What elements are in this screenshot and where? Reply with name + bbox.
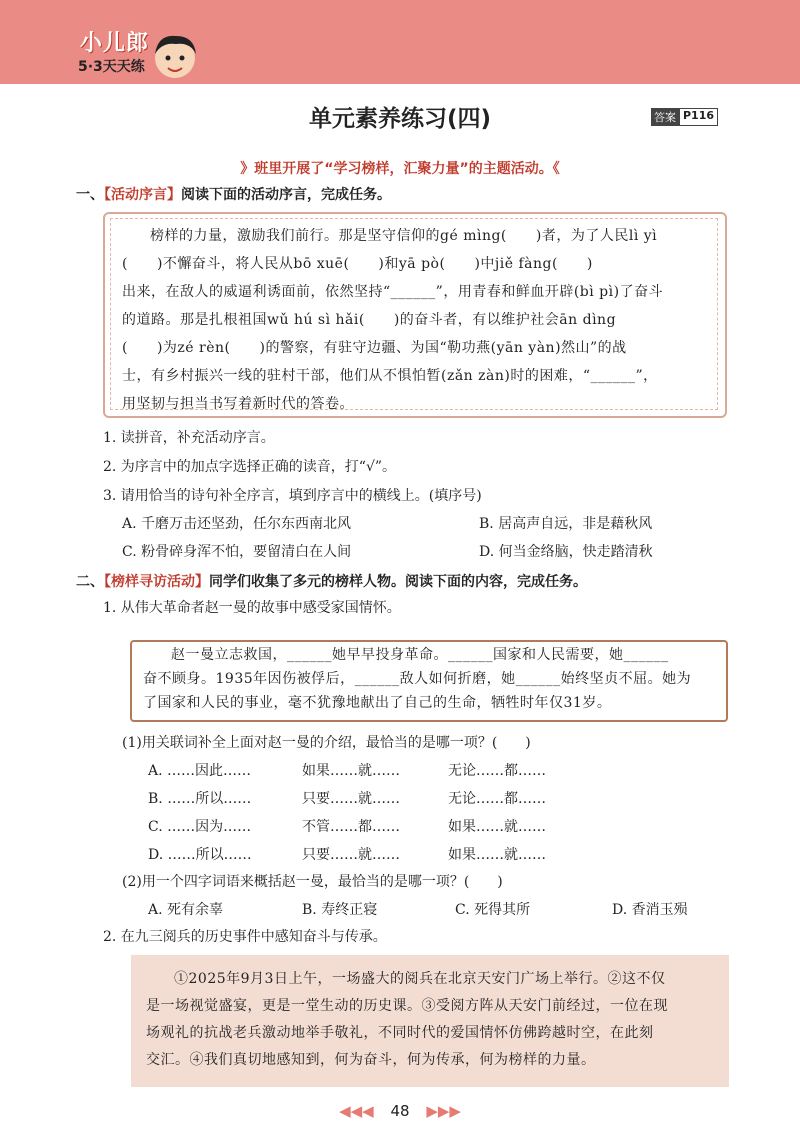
choice-c-col1: C. ……因为…… — [148, 819, 252, 835]
prev-arrows-icon: ◀◀◀ — [339, 1102, 374, 1120]
brand-logo: 小儿郎 — [80, 31, 150, 56]
sub2-option-b: B. 寿终正寝 — [302, 902, 378, 918]
subquestion-1: (1)用关联词补全上面对赵一曼的介绍，最恰当的是哪一项？( ) — [122, 735, 531, 751]
section2-heading — [76, 571, 587, 591]
section1-heading — [76, 184, 391, 204]
next-arrows-icon: ▶▶▶ — [426, 1102, 461, 1120]
page-footer — [0, 1102, 800, 1120]
passage1-line: 榜样的力量，激励我们前行。那是坚守信仰的gé mìng( )者，为了人民lì yì — [150, 228, 658, 244]
section2-number: 二、 — [76, 574, 104, 590]
option-c: C. 粉骨碎身浑不怕，要留清白在人间 — [122, 544, 352, 560]
question-2-1: 1. 从伟大革命者赵一曼的故事中感受家国情怀。 — [103, 600, 401, 616]
section1-tag: 【活动序言】 — [104, 187, 181, 203]
choice-c-col3: 如果……就…… — [448, 819, 546, 835]
passage2 — [143, 643, 691, 715]
section2-instruction: 同学们收集了多元的榜样人物。阅读下面的内容，完成任务。 — [209, 574, 587, 590]
page-title: 单元素养练习(四) — [308, 106, 492, 132]
passage3-line: ①2025年9月3日上午，一场盛大的阅兵在北京天安门广场上举行。②这不仅 — [174, 971, 666, 987]
choice-d-col3: 如果……就…… — [448, 847, 546, 863]
option-b: B. 居高声自远，非是藉秋风 — [479, 516, 653, 532]
page-number: 48 — [390, 1102, 410, 1120]
answer-page: P116 — [679, 108, 718, 126]
choice-b-col1: B. ……所以…… — [148, 791, 252, 807]
section2-tag: 【榜样寻访活动】 — [104, 574, 209, 590]
mascot-icon — [146, 28, 204, 86]
passage3-line: 场观礼的抗战老兵激动地举手敬礼，不同时代的爱国情怀仿佛跨越时空，在此刻 — [146, 1025, 654, 1041]
sub2-option-c: C. 死得其所 — [455, 902, 531, 918]
choice-b-col3: 无论……都…… — [448, 791, 546, 807]
passage2-line: 了国家和人民的事业，毫不犹豫地献出了自己的生命，牺牲时年仅31岁。 — [143, 695, 612, 711]
choice-a-col2: 如果……就…… — [302, 763, 400, 779]
section1-instruction: 阅读下面的活动序言，完成任务。 — [181, 187, 391, 203]
section1-number: 一、 — [76, 187, 104, 203]
answer-label: 答案 — [651, 108, 679, 126]
choice-c-col2: 不管……都…… — [302, 819, 400, 835]
passage1 — [122, 222, 663, 418]
passage3-line: 是一场视觉盛宴，更是一堂生动的历史课。③受阅方阵从天安门前经过，一位在现 — [146, 998, 668, 1014]
passage2-line: 奋不顾身。1935年因伤被俘后，______敌人如何折磨，她______始终坚贞不屈。她为 — [143, 671, 692, 687]
passage1-line: ( )不懈奋斗，将人民从bō xuē( )和yā pò( )中jiě fàng( ) — [122, 256, 593, 272]
subquestion-2: (2)用一个四字词语来概括赵一曼，最恰当的是哪一项？( ) — [122, 874, 503, 890]
theme-banner: 》班里开展了“学习榜样，汇聚力量”的主题活动。《 — [240, 161, 560, 177]
sub2-option-d: D. 香消玉殒 — [612, 902, 688, 918]
choice-a-col3: 无论……都…… — [448, 763, 546, 779]
passage1-line: 用坚韧与担当书写着新时代的答卷。 — [122, 396, 354, 412]
passage1-line: 出来，在敌人的威逼利诱面前，依然坚持“______”，用青春和鲜血开辟(bì pì)了奋斗 — [122, 284, 664, 300]
passage1-line: 士，有乡村振兴一线的驻村干部，他们从不惧怕暂(zǎn zàn)时的困难，“______”， — [122, 368, 658, 384]
sub2-option-a: A. 死有余辜 — [148, 902, 224, 918]
answer-badge — [651, 108, 718, 126]
brand-subtitle: 5·3天天练 — [78, 59, 145, 75]
choice-b-col2: 只要……就…… — [302, 791, 400, 807]
passage1-line: 的道路。那是扎根祖国wǔ hú sì hǎi( )的奋斗者，有以维护社会ān dìng — [122, 312, 617, 328]
passage2-line: 赵一曼立志救国，______她早早投身革命。______国家和人民需要，她______ — [171, 647, 669, 663]
choice-a-col1: A. ……因此…… — [148, 763, 252, 779]
passage3-line: 交汇。④我们真切地感知到，何为奋斗，何为传承，何为榜样的力量。 — [146, 1052, 596, 1068]
option-d: D. 何当金络脑，快走踏清秋 — [479, 544, 653, 560]
question-2-2: 2. 在九三阅兵的历史事件中感知奋斗与传承。 — [103, 929, 387, 945]
passage1-line: ( )为zé rèn( )的警察，有驻守边疆、为国“勒功燕(yān yàn)然山”的战 — [122, 340, 627, 356]
option-a: A. 千磨万击还坚劲，任尔东西南北风 — [122, 516, 352, 532]
question-1-1: 1. 读拼音，补充活动序言。 — [103, 430, 275, 446]
question-1-2: 2. 为序言中的加点字选择正确的读音，打“√”。 — [103, 459, 397, 475]
passage3 — [146, 966, 668, 1074]
choice-d-col1: D. ……所以…… — [148, 847, 252, 863]
choice-d-col2: 只要……就…… — [302, 847, 400, 863]
question-1-3: 3. 请用恰当的诗句补全序言，填到序言中的横线上。(填序号) — [103, 488, 482, 504]
